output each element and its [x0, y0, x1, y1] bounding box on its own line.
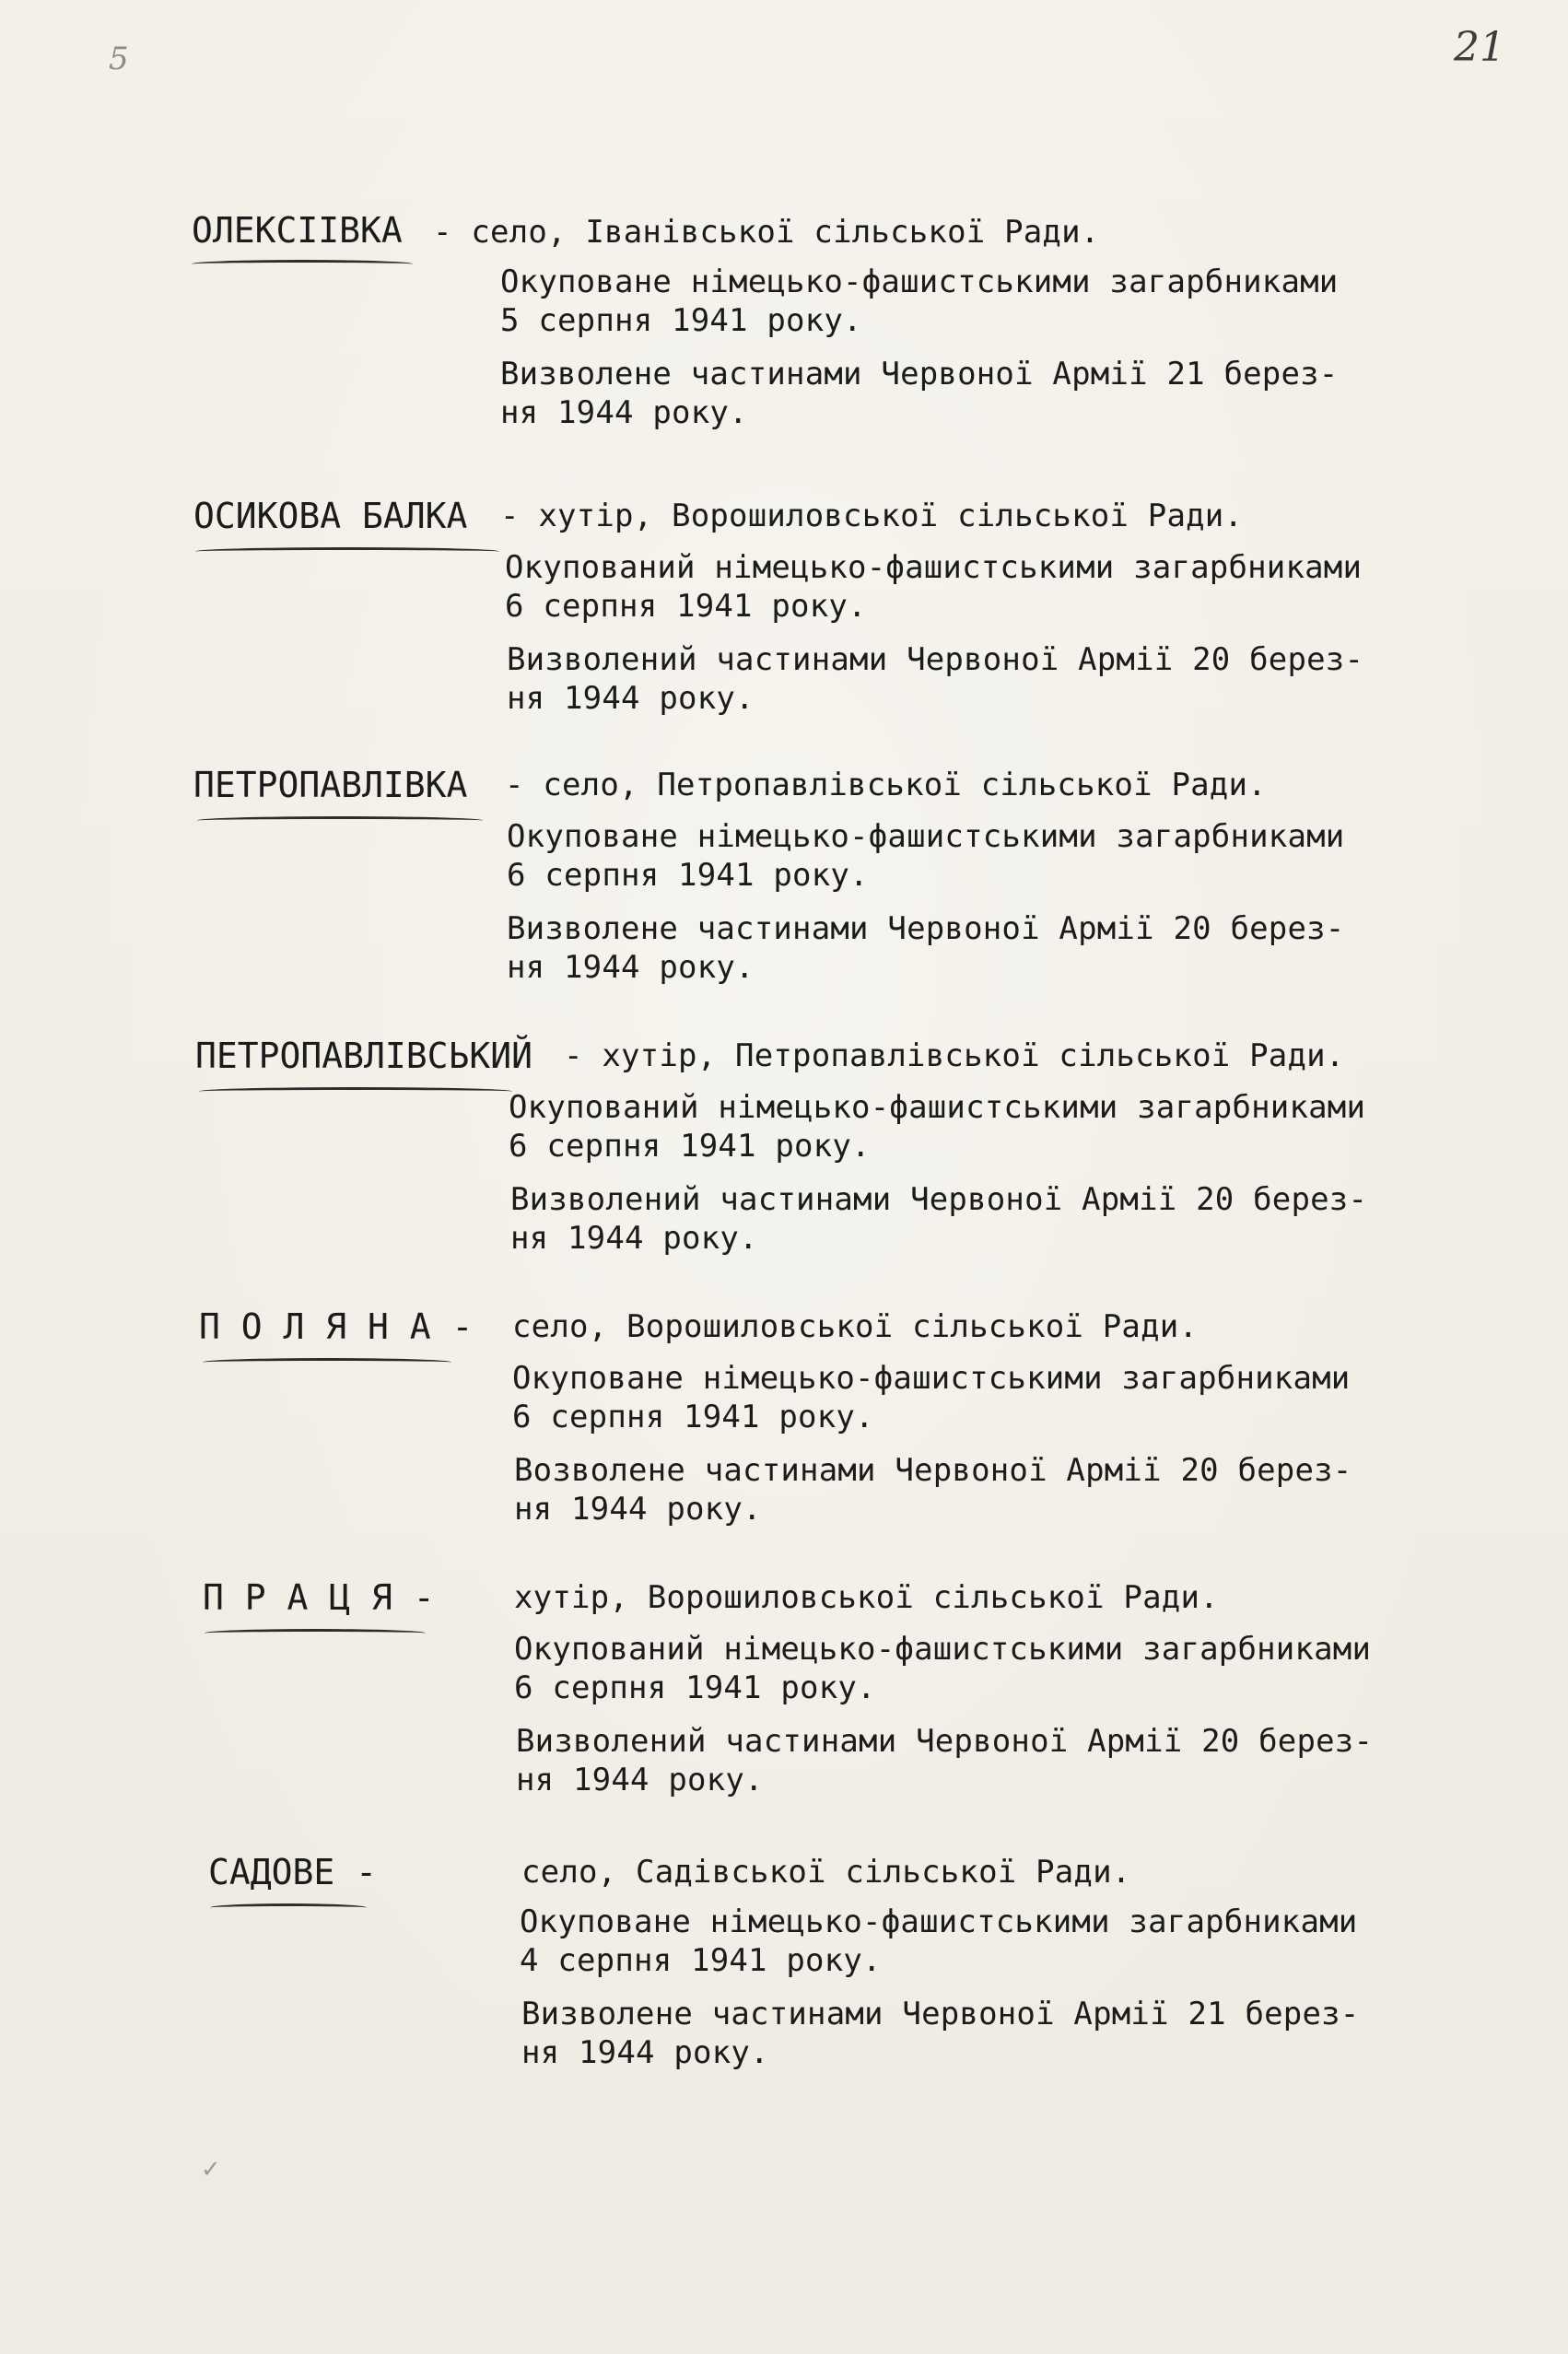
occupied-date: 6 серпня 1941 року. [507, 857, 869, 894]
entry-name: ОЛЕКСІІВКА [192, 210, 403, 251]
occupied-date: 6 серпня 1941 року. [512, 1399, 874, 1435]
entry-descriptor: хутір, Ворошиловської сільської Ради. [514, 1579, 1219, 1616]
occupied-date: 6 серпня 1941 року. [514, 1669, 876, 1706]
name-underline [195, 547, 499, 556]
liberated-text: Визволений частинами Червоної Армії 20 берез- [510, 1181, 1368, 1218]
occupied-text: Окуповане німецько-фашистськими загарбниками [512, 1360, 1351, 1397]
entry-descriptor: - хутір, Ворошиловської сільської Ради. [500, 498, 1244, 534]
occupied-date: 6 серпня 1941 року. [505, 588, 867, 625]
name-underline [210, 1903, 367, 1912]
liberated-text: Визволене частинами Червоної Армії 21 берез- [521, 1996, 1360, 2032]
liberated-date: ня 1944 року. [516, 1762, 764, 1798]
entry-name: П О Л Я Н А - [199, 1306, 474, 1347]
liberated-text: Визволене частинами Червоної Армії 20 берез- [507, 910, 1345, 947]
name-underline [199, 1087, 512, 1095]
occupied-text: Окуповане німецько-фашистськими загарбниками [507, 818, 1345, 855]
liberated-text: Визволене частинами Червоної Армії 21 берез- [500, 356, 1339, 392]
pencil-tick-mark: ✓ [201, 2156, 221, 2184]
occupied-text: Окуповане німецько-фашистськими загарбниками [500, 264, 1339, 300]
corner-pencil-mark: 5 [109, 41, 129, 77]
liberated-text: Визволений частинами Червоної Армії 20 берез- [507, 641, 1364, 678]
liberated-date: ня 1944 року. [521, 2034, 769, 2071]
name-underline [197, 816, 483, 825]
entry-descriptor: село, Ворошиловської сільської Ради. [512, 1308, 1199, 1345]
name-underline [192, 260, 413, 268]
occupied-date: 5 серпня 1941 року. [500, 302, 862, 339]
entry-name: ОСИКОВА БАЛКА [193, 496, 468, 536]
entry-descriptor: - село, Петропавлівської сільської Ради. [505, 767, 1267, 803]
liberated-text: Визволений частинами Червоної Армії 20 берез- [516, 1723, 1374, 1760]
entry-descriptor: - хутір, Петропавлівської сільської Ради. [564, 1037, 1345, 1074]
occupied-text: Окуповане німецько-фашистськими загарбниками [520, 1903, 1358, 1940]
entry-name: П Р А Ц Я - [203, 1577, 435, 1618]
liberated-date: ня 1944 року. [510, 1220, 758, 1257]
entry-descriptor: - село, Іванівської сільської Ради. [433, 214, 1100, 251]
page-number: 21 [1454, 24, 1505, 71]
entry-name: САДОВЕ - [208, 1852, 378, 1892]
name-underline [205, 1629, 426, 1637]
occupied-text: Окупований німецько-фашистськими загарбниками [505, 549, 1363, 586]
occupied-text: Окупований німецько-фашистськими загарбниками [509, 1089, 1366, 1126]
liberated-date: ня 1944 року. [500, 394, 748, 431]
entry-descriptor: село, Садівської сільської Ради. [521, 1854, 1131, 1891]
occupied-date: 4 серпня 1941 року. [520, 1942, 882, 1979]
occupied-date: 6 серпня 1941 року. [509, 1128, 871, 1165]
liberated-text: Возволене частинами Червоної Армії 20 берез- [514, 1452, 1352, 1489]
entry-name: ПЕТРОПАВЛІВКА [193, 765, 468, 805]
liberated-date: ня 1944 року. [514, 1491, 762, 1528]
liberated-date: ня 1944 року. [507, 680, 755, 717]
name-underline [203, 1358, 451, 1366]
entry-name: ПЕТРОПАВЛІВСЬКИЙ [195, 1036, 533, 1076]
occupied-text: Окупований німецько-фашистськими загарбниками [514, 1631, 1372, 1668]
liberated-date: ня 1944 року. [507, 949, 755, 986]
